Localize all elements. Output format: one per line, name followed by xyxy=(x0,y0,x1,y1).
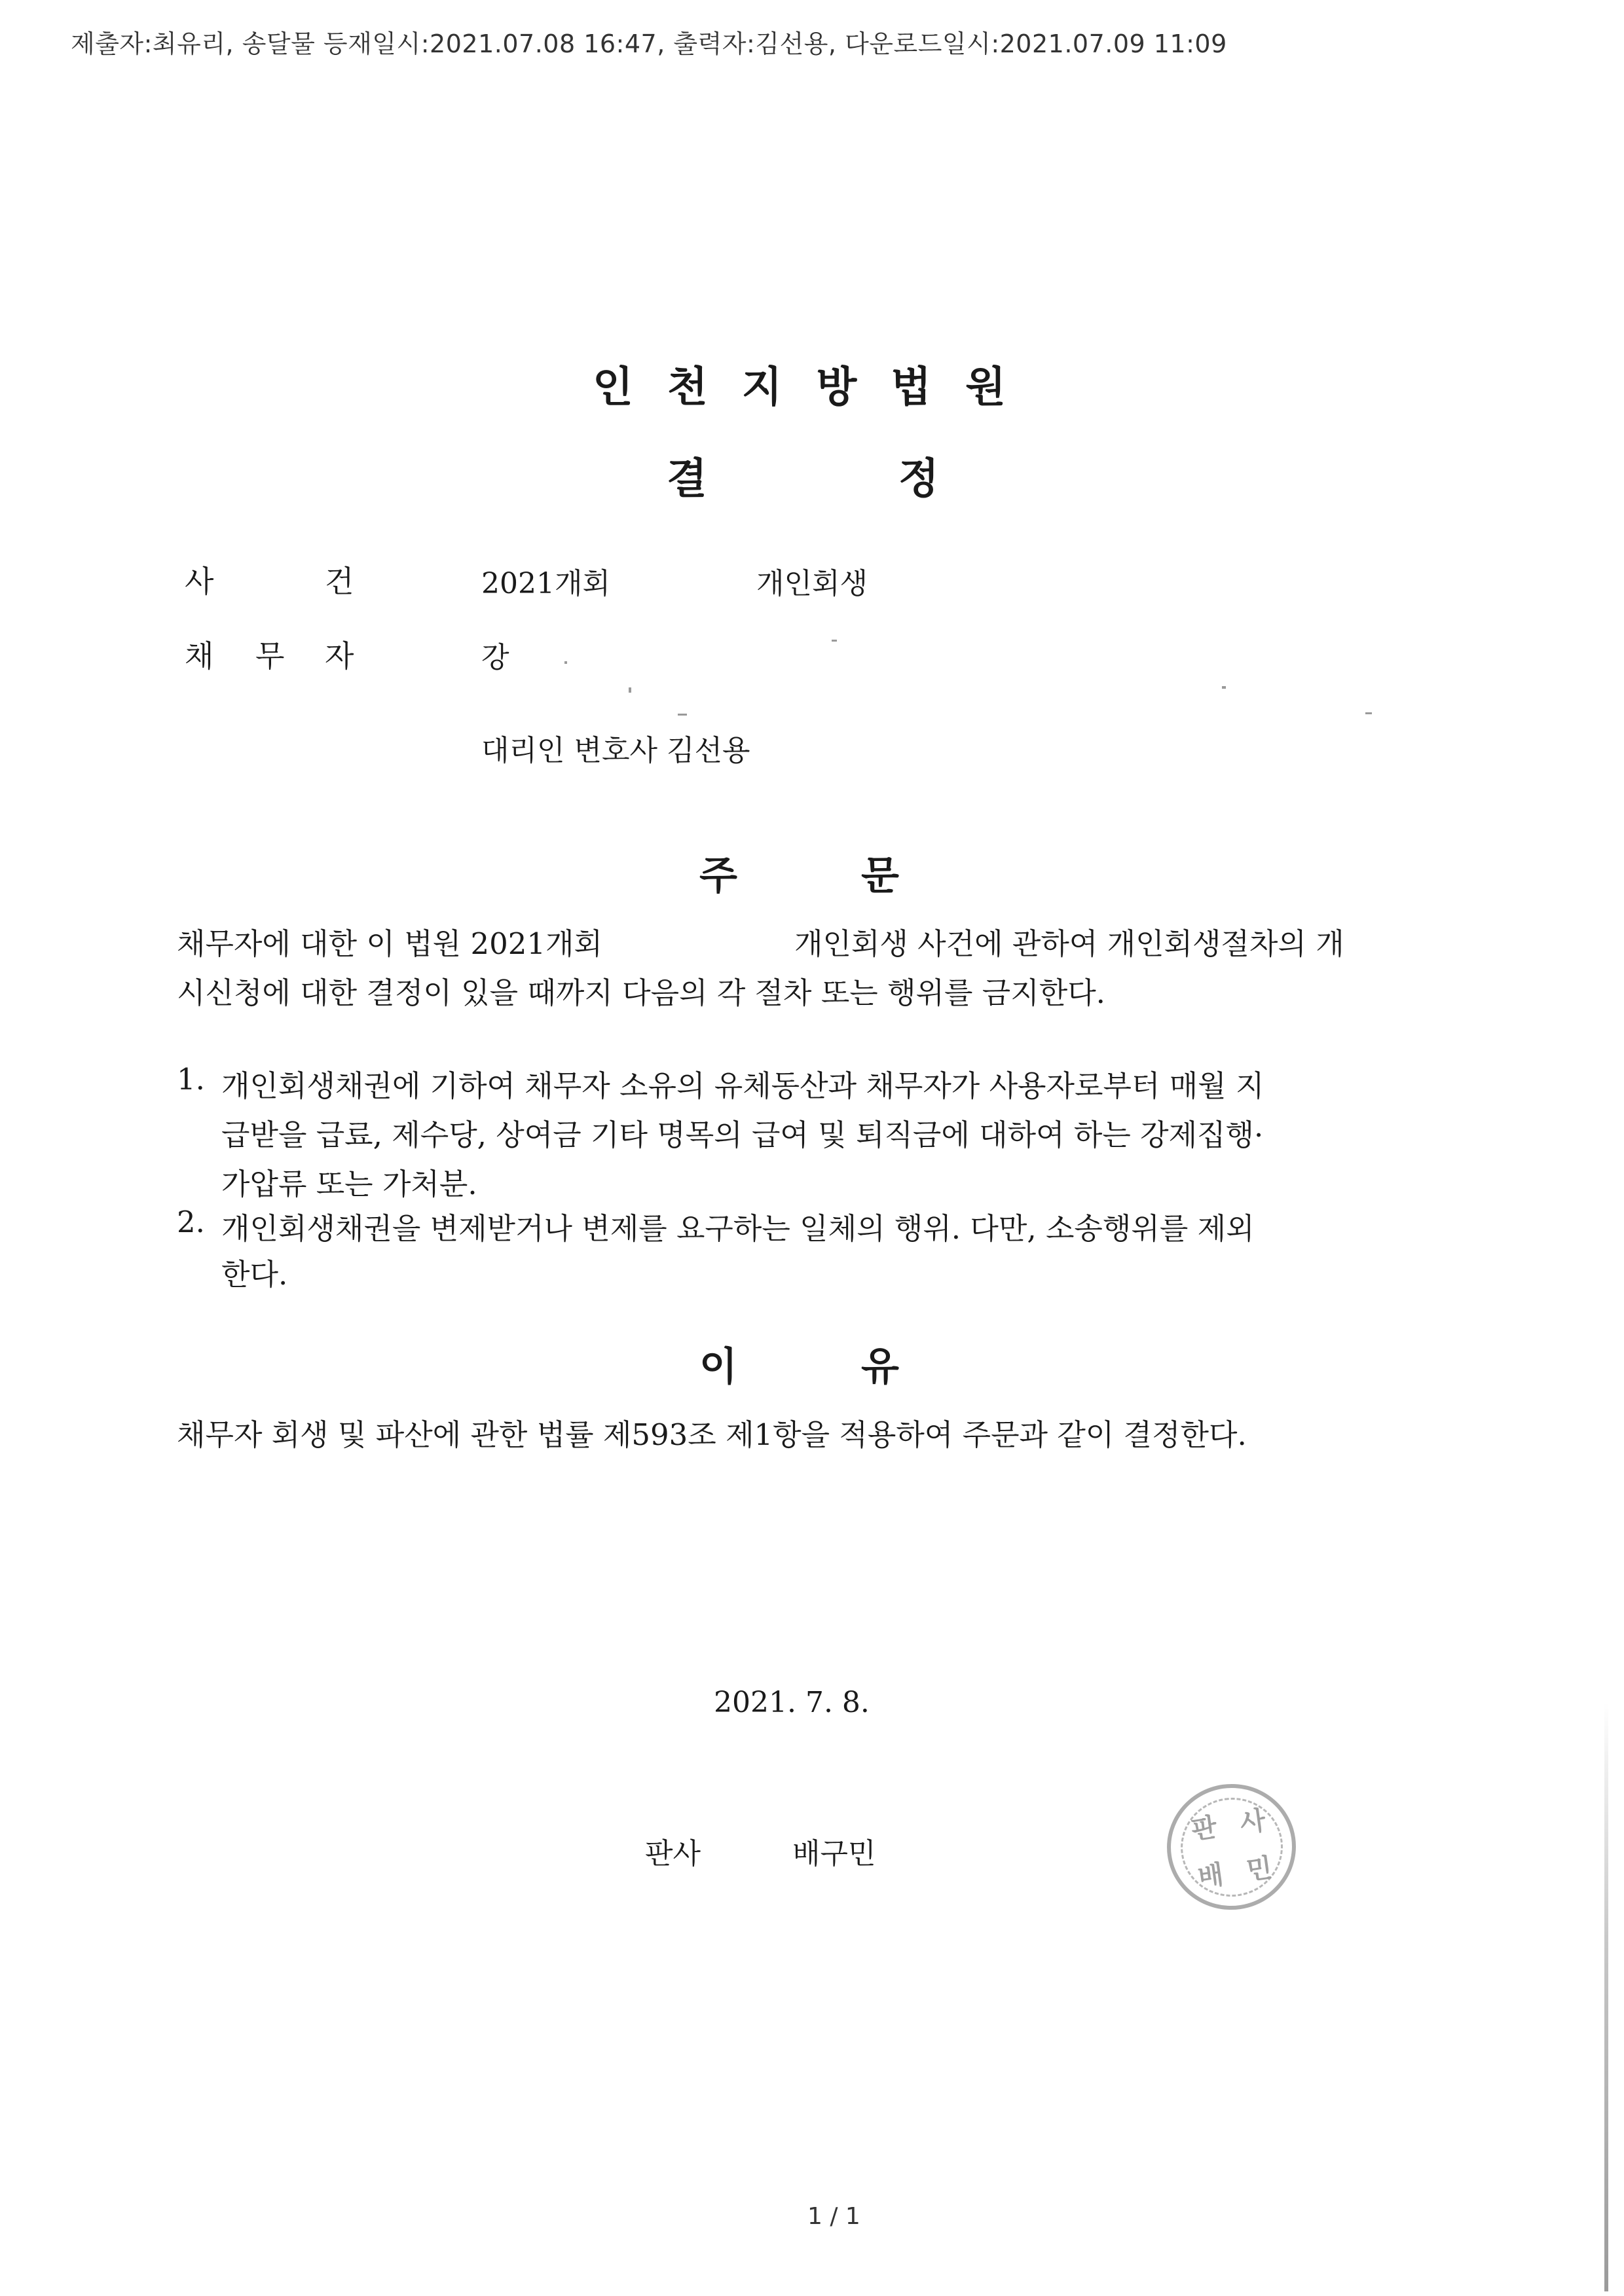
judge-title: 판사 xyxy=(645,1837,701,1870)
case-label-a: 사 xyxy=(185,564,214,599)
order-item-line: 개인회생채권을 변제받거나 변제를 요구하는 일체의 행위. 다만, 소송행위를 제외 xyxy=(221,1211,1255,1246)
redaction-speck xyxy=(564,661,567,664)
order-paragraph-line: 시신청에 대한 결정이 있을 때까지 다음의 각 절차 또는 행위를 금지한다. xyxy=(177,975,1105,1010)
case-type: 개인회생 xyxy=(756,567,868,600)
order-item-line: 급받을 급료, 제수당, 상여금 기타 명목의 급여 및 퇴직금에 대하여 하는 강제집행· xyxy=(221,1118,1264,1152)
redaction-speck xyxy=(629,687,631,693)
order-item-line: 개인회생채권에 기하여 채무자 소유의 유체동산과 채무자가 사용자로부터 매월 지 xyxy=(221,1068,1264,1103)
judge-name: 배구민 xyxy=(792,1837,876,1870)
seal-char: 사 xyxy=(1238,1805,1268,1839)
debtor-agent: 대리인 변호사 김선용 xyxy=(481,734,750,767)
judge-seal xyxy=(1159,1776,1304,1918)
redaction-speck xyxy=(1365,712,1372,714)
redaction-speck xyxy=(1222,686,1226,689)
order-item-line: 가압류 또는 가처분. xyxy=(221,1167,477,1201)
seal-char: 민 xyxy=(1244,1852,1274,1886)
doc-type-left: 결 xyxy=(667,455,707,503)
doc-type-right: 정 xyxy=(898,455,939,503)
order-heading-right: 문 xyxy=(861,853,899,899)
reason-heading-right: 유 xyxy=(861,1344,899,1390)
debtor-name: 강 xyxy=(481,641,509,674)
redaction-speck xyxy=(678,714,687,716)
scan-edge-shadow xyxy=(1604,1702,1608,2291)
debtor-label-c: 자 xyxy=(325,638,354,674)
reason-text: 채무자 회생 및 파산에 관한 법률 제593조 제1항을 적용하여 주문과 같이 결정한다. xyxy=(177,1417,1247,1452)
case-number: 2021개회 xyxy=(481,567,610,600)
order-heading-left: 주 xyxy=(699,853,737,899)
court-name: 인천지방법원 xyxy=(593,363,1040,412)
reason-heading-left: 이 xyxy=(699,1344,737,1390)
decision-date: 2021. 7. 8. xyxy=(714,1686,870,1719)
seal-char: 판 xyxy=(1189,1812,1219,1846)
order-item-number: 2. xyxy=(177,1205,205,1239)
seal-char: 배 xyxy=(1196,1859,1226,1893)
download-header: 제출자:최유리, 송달물 등재일시:2021.07.08 16:47, 출력자:김선용, 다운로드일시:2021.07.09 11:09 xyxy=(71,29,1227,58)
debtor-label-b: 무 xyxy=(255,638,285,674)
case-label-b: 건 xyxy=(325,564,354,599)
order-paragraph-line: 채무자에 대한 이 법원 2021개회 xyxy=(177,926,602,961)
order-item-line: 한다. xyxy=(221,1257,288,1292)
debtor-label-a: 채 xyxy=(185,638,214,674)
order-paragraph-line: 개인회생 사건에 관하여 개인회생절차의 개 xyxy=(794,926,1344,961)
page-number: 1 / 1 xyxy=(807,2203,860,2230)
redaction-speck xyxy=(832,640,837,642)
order-item-number: 1. xyxy=(177,1062,205,1097)
